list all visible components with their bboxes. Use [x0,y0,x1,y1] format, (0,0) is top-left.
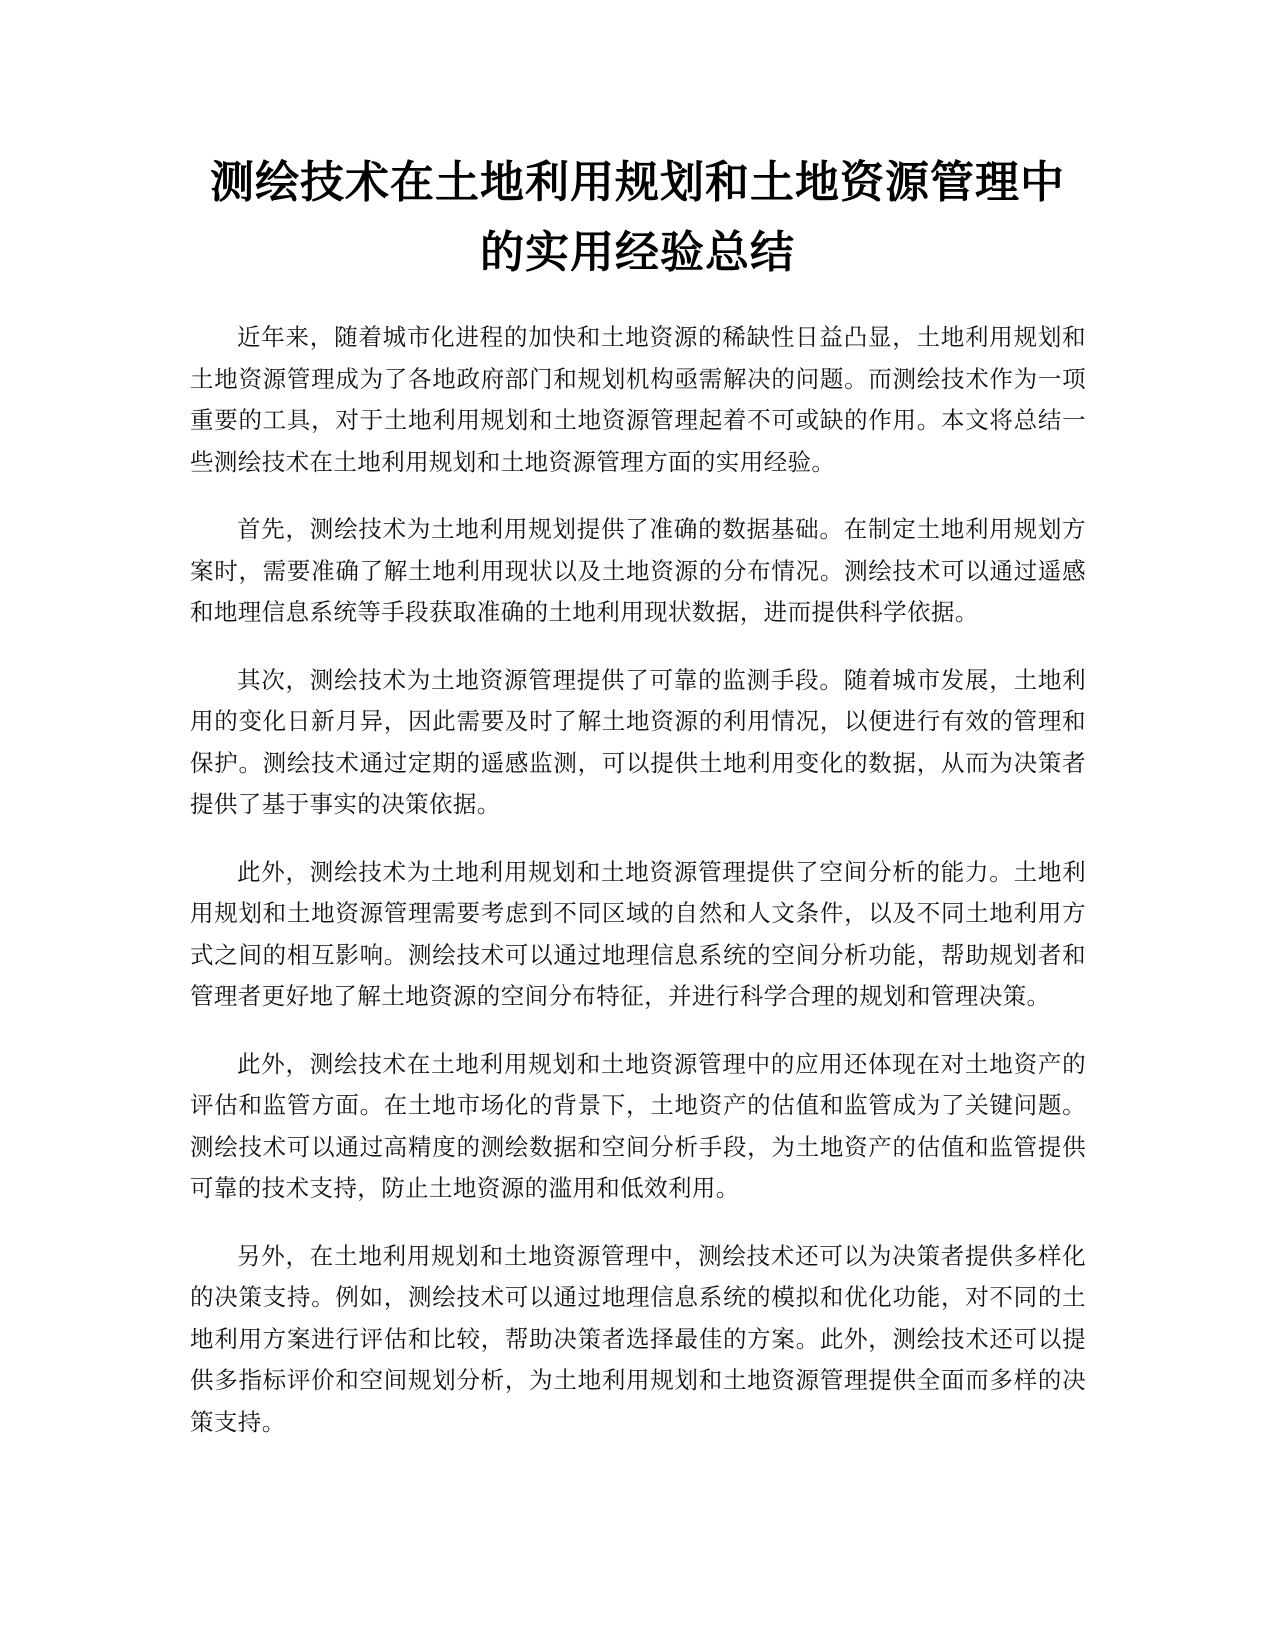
document-body [190,317,1086,1469]
paragraph-decision-support: 另外，在土地利用规划和土地资源管理中，测绘技术还可以为决策者提供多样化的决策支持。例如，测绘技术可以通过地理信息系统的模拟和优化功能，对不同的土地利用方案进行评估和比较，帮助决策者选择最佳的方案。此外，测绘技术还可以提供多指标评价和空间规划分析，为土地利用规划和土地资源管理提供全面而多样的决策支持。 [190,1241,1086,1436]
paragraph-spatial-analysis: 此外，测绘技术为土地利用规划和土地资源管理提供了空间分析的能力。土地利用规划和土地资源管理需要考虑到不同区域的自然和人文条件，以及不同土地利用方式之间的相互影响。测绘技术可以通过地理信息系统的空间分析功能，帮助规划者和管理者更好地了解土地资源的空间分布特征，并进行科学合理的规划和管理决策。 [190,857,1086,1010]
paragraph-data-foundation: 首先，测绘技术为土地利用规划提供了准确的数据基础。在制定土地利用规划方案时，需要准确了解土地利用现状以及土地资源的分布情况。测绘技术可以通过遥感和地理信息系统等手段获取准确的土地利用现状数据，进而提供科学依据。 [190,515,1086,626]
paragraph-intro: 近年来，随着城市化进程的加快和土地资源的稀缺性日益凸显，土地利用规划和土地资源管理成为了各地政府部门和规划机构亟需解决的问题。而测绘技术作为一项重要的工具，对于土地利用规划和土地资源管理起着不可或缺的作用。本文将总结一些测绘技术在土地利用规划和土地资源管理方面的实用经验。 [190,323,1086,476]
paragraph-asset-evaluation: 此外，测绘技术在土地利用规划和土地资源管理中的应用还体现在对土地资产的评估和监管方面。在土地市场化的背景下，土地资产的估值和监管成为了关键问题。测绘技术可以通过高精度的测绘数据和空间分析手段，为土地资产的估值和监管提供可靠的技术支持，防止土地资源的滥用和低效利用。 [190,1049,1086,1202]
title-line-2: 的实用经验总结 [480,227,795,278]
document-title [150,148,1125,288]
title-line-1: 测绘技术在土地利用规划和土地资源管理中 [210,157,1065,208]
paragraph-monitoring: 其次，测绘技术为土地资源管理提供了可靠的监测手段。随着城市发展，土地利用的变化日新月异，因此需要及时了解土地资源的利用情况，以便进行有效的管理和保护。测绘技术通过定期的遥感监测，可以提供土地利用变化的数据，从而为决策者提供了基于事实的决策依据。 [190,665,1086,818]
